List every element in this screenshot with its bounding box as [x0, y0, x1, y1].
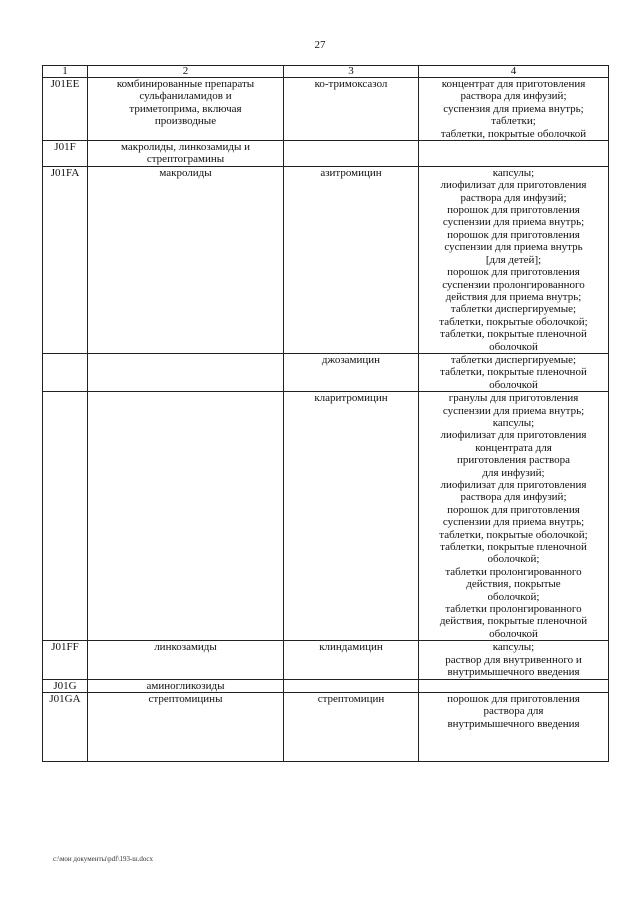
drug-name-cell	[284, 679, 419, 692]
header-col-3: 3	[284, 66, 419, 78]
cell-line: порошок для приготовления	[447, 692, 580, 705]
cell-line: действия, покрытые пленочной	[439, 615, 588, 628]
drug-name-cell: кларитромицин	[284, 392, 419, 641]
drug-classification-table	[42, 65, 609, 762]
header-col-2: 2	[88, 66, 284, 78]
dosage-forms-cell	[419, 353, 609, 391]
dosage-forms-cell	[419, 78, 609, 141]
cell-line: гранулы для приготовления	[448, 392, 579, 405]
footer-file-path: c:\мои документы\pdf\193-ш.docx	[53, 855, 154, 863]
cell-line: оболочкой	[489, 340, 538, 353]
drug-name-cell: азитромицин	[284, 166, 419, 353]
group-name-cell	[88, 692, 284, 761]
dosage-forms-cell	[419, 679, 609, 692]
drug-name-cell	[284, 141, 419, 167]
group-name-cell	[88, 392, 284, 641]
atc-code-cell: J01FA	[43, 166, 88, 353]
cell-line: лиофилизат для приготовления	[440, 429, 587, 442]
cell-line: линкозамиды	[154, 641, 217, 654]
cell-line: таблетки, покрытые пленочной	[440, 366, 587, 379]
cell-line: таблетки пролонгированного	[445, 603, 582, 616]
cell-line: таблетки, покрытые оболочкой;	[439, 315, 588, 328]
drug-name-cell: клиндамицин	[284, 641, 419, 679]
cell-line: таблетки диспергируемые;	[450, 303, 577, 316]
cell-line: лиофилизат для приготовления	[440, 179, 587, 192]
cell-line: суспензии для приема внутрь	[444, 241, 583, 254]
table-row	[43, 141, 609, 167]
group-name-cell	[88, 141, 284, 167]
cell-line: суспензии для приема внутрь;	[442, 404, 585, 417]
dosage-forms-cell	[419, 166, 609, 353]
table-row	[43, 78, 609, 141]
dosage-forms-cell	[419, 641, 609, 679]
cell-line: концентрат для приготовления	[441, 78, 586, 90]
cell-line: порошок для приготовления	[447, 204, 580, 217]
table-row	[43, 641, 609, 679]
cell-line: оболочкой;	[487, 590, 540, 603]
cell-line: комбинированные препараты	[116, 78, 255, 90]
table-header-row	[43, 66, 609, 78]
atc-code-cell	[43, 392, 88, 641]
cell-line: макролиды, линкозамиды и	[120, 141, 251, 154]
dosage-forms-cell	[419, 692, 609, 761]
cell-line: оболочкой	[489, 627, 538, 640]
group-name-cell	[88, 353, 284, 391]
cell-line: таблетки, покрытые оболочкой	[440, 127, 587, 140]
cell-line: таблетки;	[491, 115, 536, 128]
cell-line: внутримышечного введения	[447, 666, 580, 679]
cell-line: таблетки пролонгированного	[445, 565, 582, 578]
cell-line: лиофилизат для приготовления	[440, 479, 587, 491]
cell-line: таблетки, покрытые пленочной	[440, 541, 587, 554]
page-number: 27	[314, 39, 326, 51]
cell-line: капсулы;	[492, 166, 535, 179]
group-name-cell	[88, 679, 284, 692]
cell-line: стрептограмины	[146, 153, 225, 166]
table-row	[43, 353, 609, 391]
cell-line: раствора для инфузий;	[460, 491, 567, 504]
cell-line: суспензии для приема внутрь;	[442, 516, 585, 529]
cell-line: производные	[154, 115, 217, 128]
cell-line: стрептомицины	[148, 692, 223, 705]
group-name-cell	[88, 78, 284, 141]
header-col-4: 4	[419, 66, 609, 78]
cell-line: приготовления раствора	[456, 454, 571, 467]
cell-line: внутримышечного введения	[447, 717, 580, 730]
cell-line: оболочкой;	[487, 553, 540, 566]
atc-code-cell: J01F	[43, 141, 88, 167]
table-row	[43, 166, 609, 353]
dosage-forms-cell	[419, 141, 609, 167]
drug-name-cell: стрептомицин	[284, 692, 419, 761]
dosage-forms-cell	[419, 392, 609, 641]
cell-line: таблетки, покрытые оболочкой;	[439, 528, 588, 541]
group-name-cell	[88, 641, 284, 679]
cell-line: порошок для приготовления	[447, 228, 580, 241]
cell-line: таблетки диспергируемые;	[450, 353, 577, 366]
cell-line: таблетки, покрытые пленочной	[440, 328, 587, 341]
cell-line: триметоприма, включая	[129, 102, 242, 115]
atc-code-cell: J01G	[43, 679, 88, 692]
cell-line: капсулы;	[492, 641, 535, 654]
cell-line: оболочкой	[489, 378, 538, 391]
cell-line: раствора для	[483, 705, 544, 718]
atc-code-cell: J01EE	[43, 78, 88, 141]
cell-line: раствора для инфузий;	[460, 191, 567, 204]
cell-line: аминогликозиды	[146, 679, 225, 692]
cell-line: действия для приема внутрь;	[445, 290, 582, 303]
cell-line: концентрата для	[475, 441, 552, 454]
atc-code-cell: J01FF	[43, 641, 88, 679]
drug-name-cell: джозамицин	[284, 353, 419, 391]
cell-line: порошок для приготовления	[447, 266, 580, 279]
table-row	[43, 679, 609, 692]
group-name-cell	[88, 166, 284, 353]
cell-line: суспензия для приема внутрь;	[443, 102, 584, 115]
cell-line: суспензии пролонгированного	[442, 278, 585, 291]
table-row	[43, 392, 609, 641]
table-row	[43, 692, 609, 761]
cell-line: суспензии для приема внутрь;	[442, 216, 585, 229]
cell-line: [для детей];	[485, 253, 542, 266]
drug-name-cell: ко-тримоксазол	[284, 78, 419, 141]
cell-line: для инфузий;	[482, 466, 545, 479]
cell-line: макролиды	[159, 166, 212, 179]
cell-line: раствора для инфузий;	[460, 90, 567, 103]
cell-line: капсулы;	[492, 416, 535, 429]
atc-code-cell	[43, 353, 88, 391]
atc-code-cell: J01GA	[43, 692, 88, 761]
header-col-1: 1	[43, 66, 88, 78]
cell-line: действия, покрытые	[466, 578, 561, 591]
cell-line: раствор для внутривенного и	[445, 653, 582, 666]
cell-line: сульфаниламидов и	[139, 90, 232, 103]
cell-line: порошок для приготовления	[447, 503, 580, 516]
